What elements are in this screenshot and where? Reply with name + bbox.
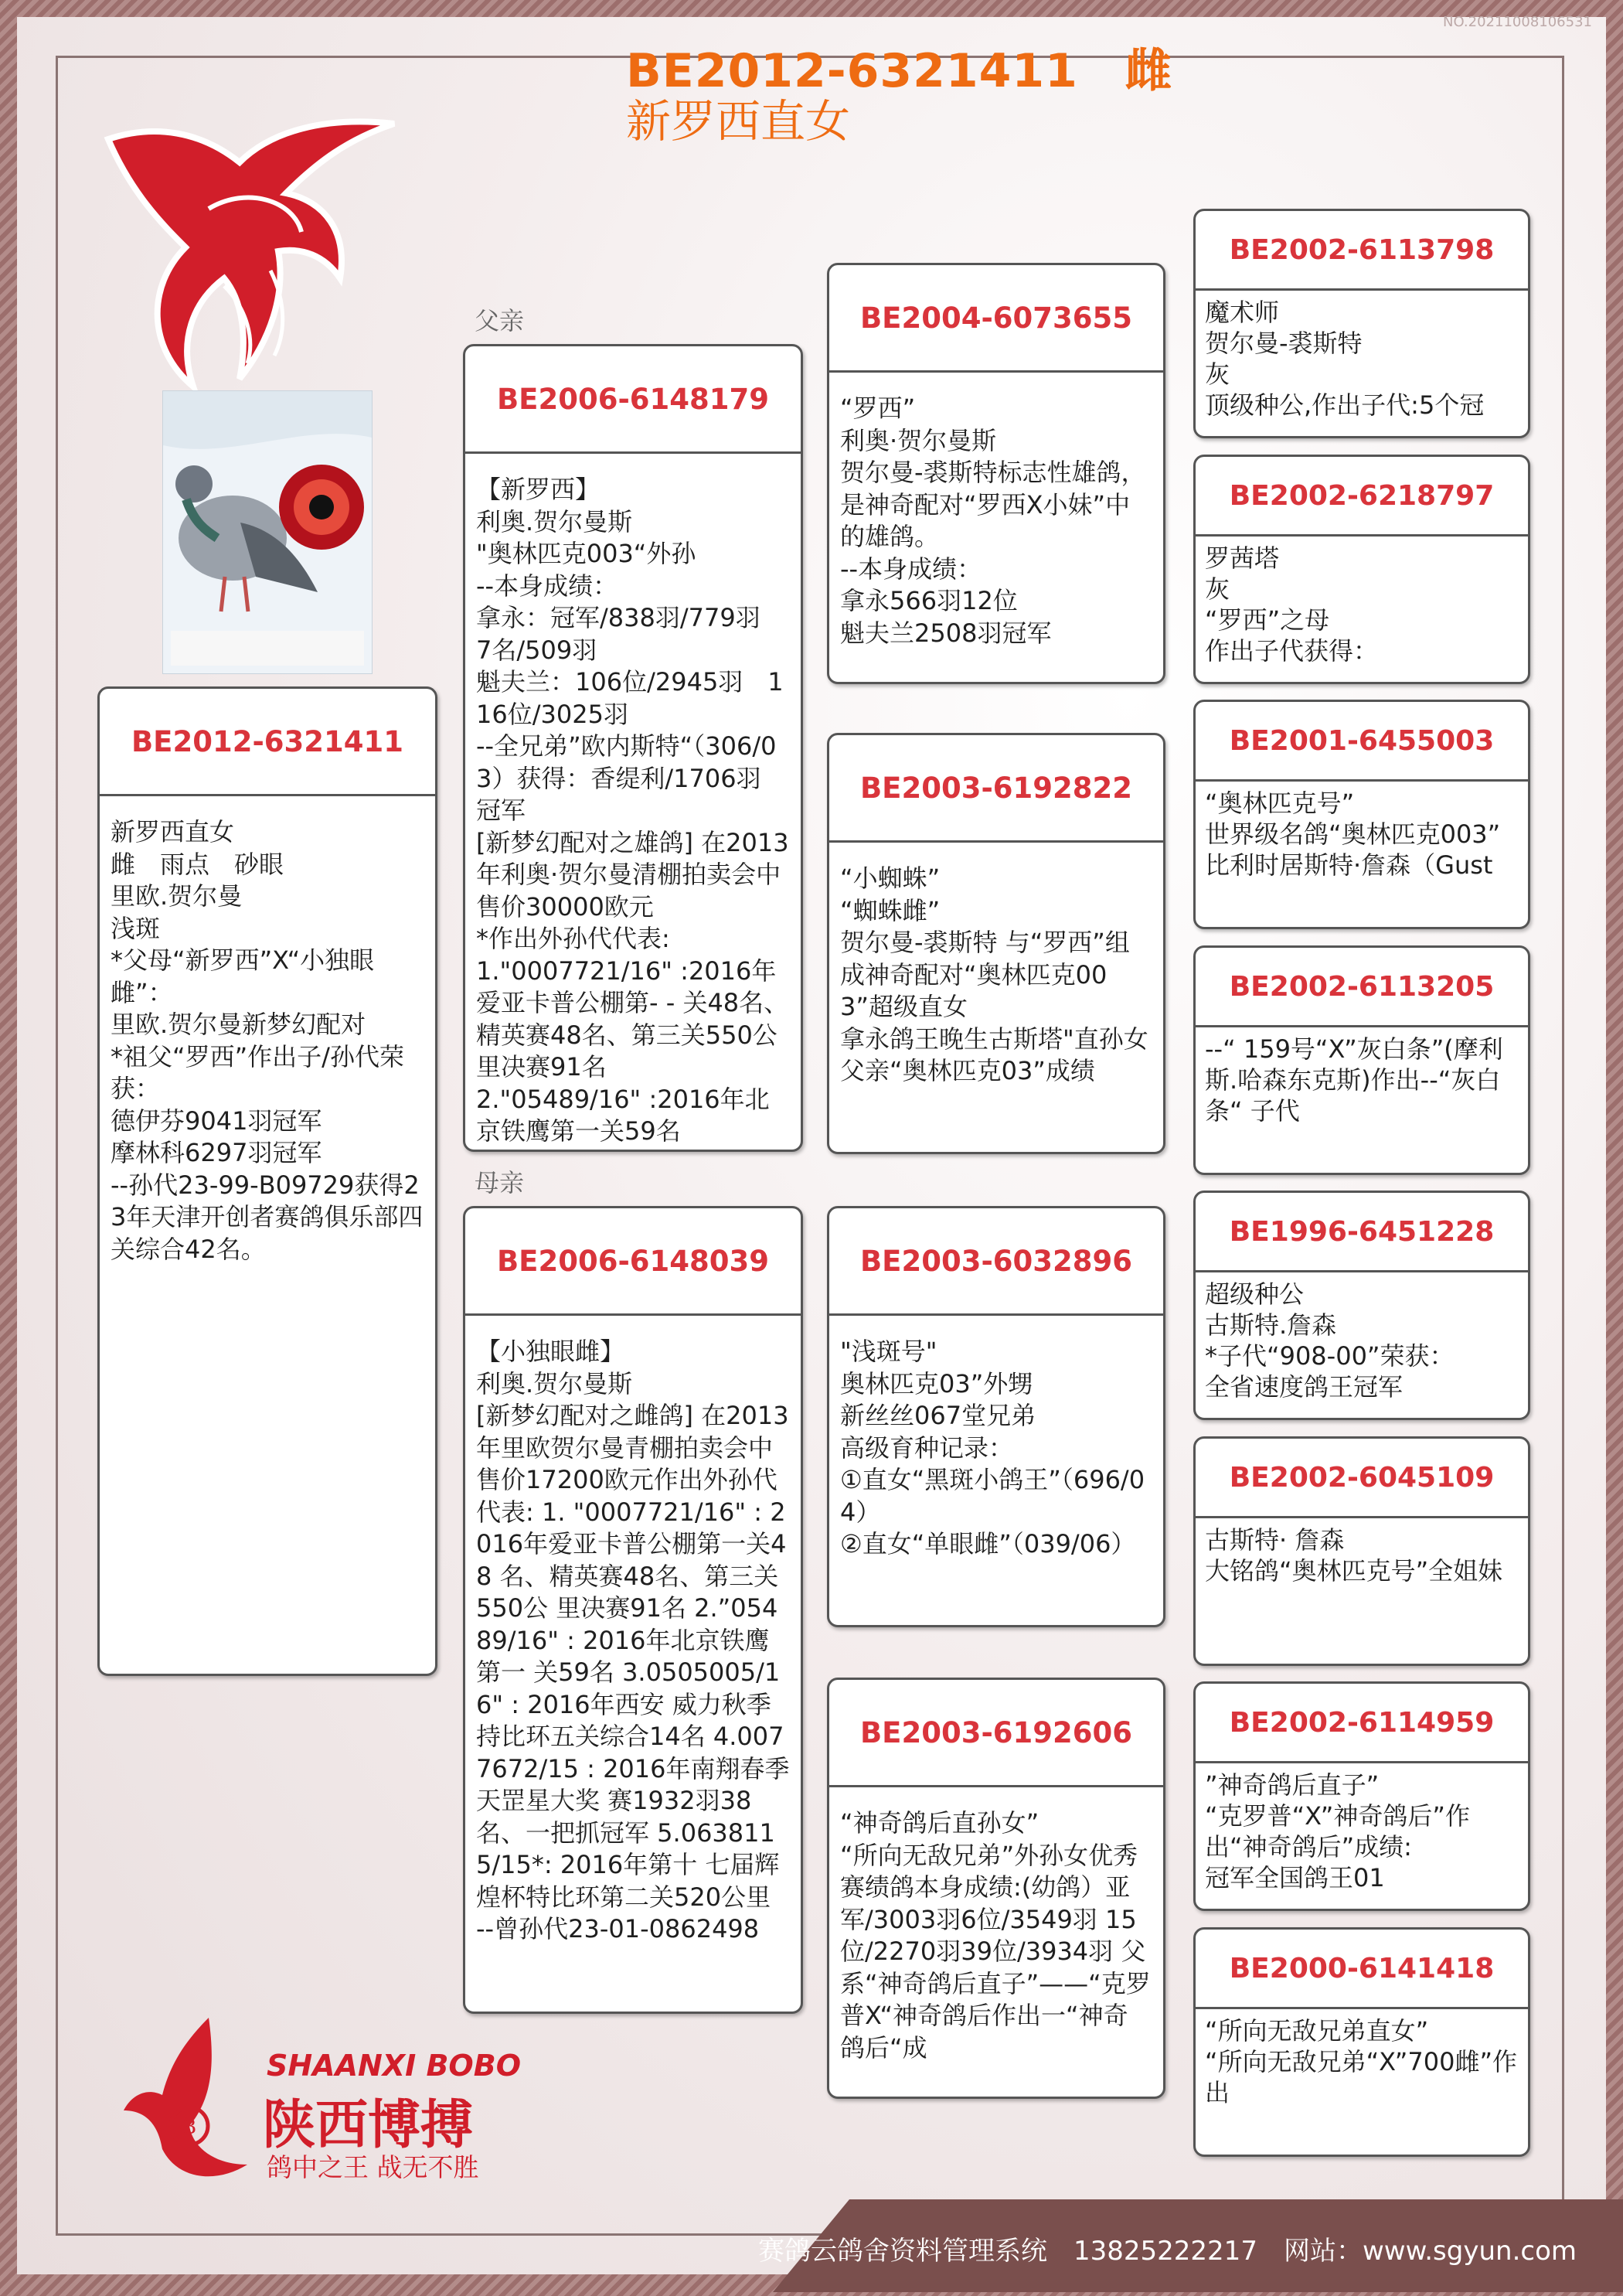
grandparent-details: “罗西” 利奥·贺尔曼斯 贺尔曼-裘斯特标志性雄鸽，是神奇配对“罗西X小妹”中的雄鸽。 --本身成绩： 拿永566羽12位 魁夫兰2508羽冠军: [840, 393, 1146, 648]
great-grandparent-details: --“ 159号“X”灰白条”(摩利斯.哈森东克斯)作出--“灰白条“ 子代: [1205, 1034, 1503, 1126]
father-label: 父亲: [475, 306, 525, 336]
great-grandparent-details: “奥林匹克号” 世界级名鸽“奥林匹克003” 比利时居斯特·詹森（Gust: [1205, 789, 1501, 880]
title-name: 新罗西直女: [626, 95, 851, 148]
brand-slogan: 鸽中之王 战无不胜: [267, 2152, 479, 2182]
father-ring: BE2006-6148179: [465, 346, 801, 454]
great-grandparent-details: 魔术师 贺尔曼-裘斯特 灰 顶级种公,作出子代:5个冠: [1205, 298, 1485, 420]
great-grandparent-card: [1193, 455, 1530, 684]
mother-ring: BE2006-6148039: [465, 1208, 801, 1316]
grandparent-details: “神奇鸽后直孙女” “所向无敌兄弟”外孙女优秀赛绩鸽本身成绩:(幼鸽）亚军/3003羽6位/3549羽 15位/2270羽39位/3934羽 父系“神奇鸽后直子”——“克罗普X“神奇鸽后作出一“神奇鸽后“成: [840, 1808, 1151, 2063]
pigeon-poster-image: [162, 390, 373, 674]
brand-bird-icon: [116, 2010, 263, 2188]
grandparent-card: [827, 1678, 1165, 2099]
great-grandparent-ring: BE2002-6113205: [1196, 948, 1528, 1027]
great-grandparent-card: [1193, 1436, 1530, 1666]
great-grandparent-card: [1193, 1927, 1530, 2157]
grandparent-ring: BE2004-6073655: [829, 265, 1163, 373]
great-grandparent-details: 罗茜塔 灰 “罗西”之母 作出子代获得：: [1205, 543, 1379, 666]
svg-text:B: B: [182, 2116, 197, 2139]
document-number: NO.20211008106531: [1443, 14, 1592, 30]
brand-name-cn: 陕西博搏: [263, 2095, 474, 2156]
great-grandparent-details: 古斯特· 詹森 大铭鸽“奥林匹克号”全姐妹: [1205, 1525, 1503, 1586]
great-grandparent-ring: BE2001-6455003: [1196, 702, 1528, 782]
great-grandparent-card: [1193, 945, 1530, 1175]
grandparent-ring: BE2003-6032896: [829, 1208, 1163, 1316]
grandparent-details: “小蜘蛛” “蜘蛛雌” 贺尔曼-裘斯特 与“罗西”组成神奇配对“奥林匹克003”超级直女 拿永鸽王晚生古斯塔"直孙女 父亲“奥林匹克03”成绩: [840, 864, 1148, 1085]
grandparent-card: [827, 263, 1165, 684]
great-grandparent-card: [1193, 1681, 1530, 1911]
great-grandparent-card: [1193, 700, 1530, 929]
great-grandparent-card: [1193, 1191, 1530, 1420]
mother-details: 【小独眼雌】 利奥.贺尔曼斯 [新梦幻配对之雌鸽] 在2013年里欧贺尔曼青棚拍卖会中售价17200欧元作出外孙代 代表: 1. "0007721/16" : 2016年爱亚卡普公棚第一关48 名、精英赛48名、第三关550公 里决赛91名 2.”05489/16" : 2016年北京铁鹰第一 关59名 3.0505005/16" : 2016年西安 威力秋季持比环五关综合14名 4.0077672/15 : 2016年南翔春季天罡星大奖 赛1932羽38名、一把抓冠军 5.0638115/15*: 2016年第十 七届辉煌杯特比环第二关520公里 --曾孙代23-01-0862498: [476, 1337, 790, 1943]
great-grandparent-ring: BE2002-6218797: [1196, 457, 1528, 537]
title-ring: BE2012-6321411 雌: [626, 44, 1172, 98]
grandparent-card: [827, 1206, 1165, 1627]
phoenix-logo-icon: [93, 116, 410, 394]
mother-card: [463, 1206, 803, 2014]
brand-logo: [116, 2010, 521, 2188]
great-grandparent-details: ”神奇鸽后直子” “克罗普“X”神奇鸽后”作出“神奇鸽后”成绩: 冠军全国鸽王01: [1205, 1770, 1470, 1892]
great-grandparent-ring: BE2000-6141418: [1196, 1930, 1528, 2009]
grandparent-details: "浅斑号" 奥林匹克03”外甥 新丝丝067堂兄弟 高级育种记录： ①直女“黑斑小鸽王”（696/04） ②直女“单眼雌”（039/06）: [840, 1337, 1145, 1558]
footer-contact: 赛鸽云鸽舍资料管理系统 13825222217 网站：www.sgyun.com: [758, 2236, 1577, 2267]
grandparent-ring: BE2003-6192822: [829, 735, 1163, 843]
brand-name-en: SHAANXI BOBO: [267, 2049, 521, 2083]
great-grandparent-ring: BE2002-6114959: [1196, 1684, 1528, 1763]
grandparent-ring: BE2003-6192606: [829, 1680, 1163, 1787]
subject-ring: BE2012-6321411: [100, 689, 435, 796]
great-grandparent-ring: BE1996-6451228: [1196, 1193, 1528, 1272]
grandparent-card: [827, 733, 1165, 1154]
subject-card: [97, 686, 437, 1676]
subject-details: 新罗西直女 雌 雨点 砂眼 里欧.贺尔曼 浅斑 *父母“新罗西”X“小独眼雌”： 里欧.贺尔曼新梦幻配对 *祖父“罗西”作出子/孙代荣获： 德伊芬9041羽冠军 摩林科6297羽冠军 --孙代23-99-B09729获得23年天津开创者赛鸽俱乐部四关综合42名。: [111, 817, 424, 1264]
great-grandparent-details: “所向无敌兄弟直女” “所向无敌兄弟“X”700雌”作出: [1205, 2016, 1518, 2107]
great-grandparent-ring: BE2002-6045109: [1196, 1439, 1528, 1518]
father-details: 【新罗西】 利奥.贺尔曼斯 "奥林匹克003“外孙 --本身成绩： 拿永：冠军/838羽/779羽 7名/509羽 魁夫兰：106位/2945羽 116位/3025羽 --全兄弟”欧内斯特“（306/03）获得：香缇利/1706羽 冠军 [新梦幻配对之雄鸽] 在2013年利奥·贺尔曼清棚拍卖会中售价30000欧元 *作出外孙代代表: 1."0007721/16" :2016年爱亚卡普公棚第- - 关48名、精英赛48名、第三关550公里决赛91名 2."05489/16" :2016年北京铁鹰第一关59名: [476, 475, 789, 1146]
great-grandparent-ring: BE2002-6113798: [1196, 211, 1528, 291]
father-card: [463, 344, 803, 1152]
great-grandparent-card: [1193, 209, 1530, 438]
great-grandparent-details: 超级种公 古斯特.詹森 *子代“908-00”荣获： 全省速度鸽王冠军: [1205, 1279, 1455, 1402]
mother-label: 母亲: [475, 1168, 525, 1197]
